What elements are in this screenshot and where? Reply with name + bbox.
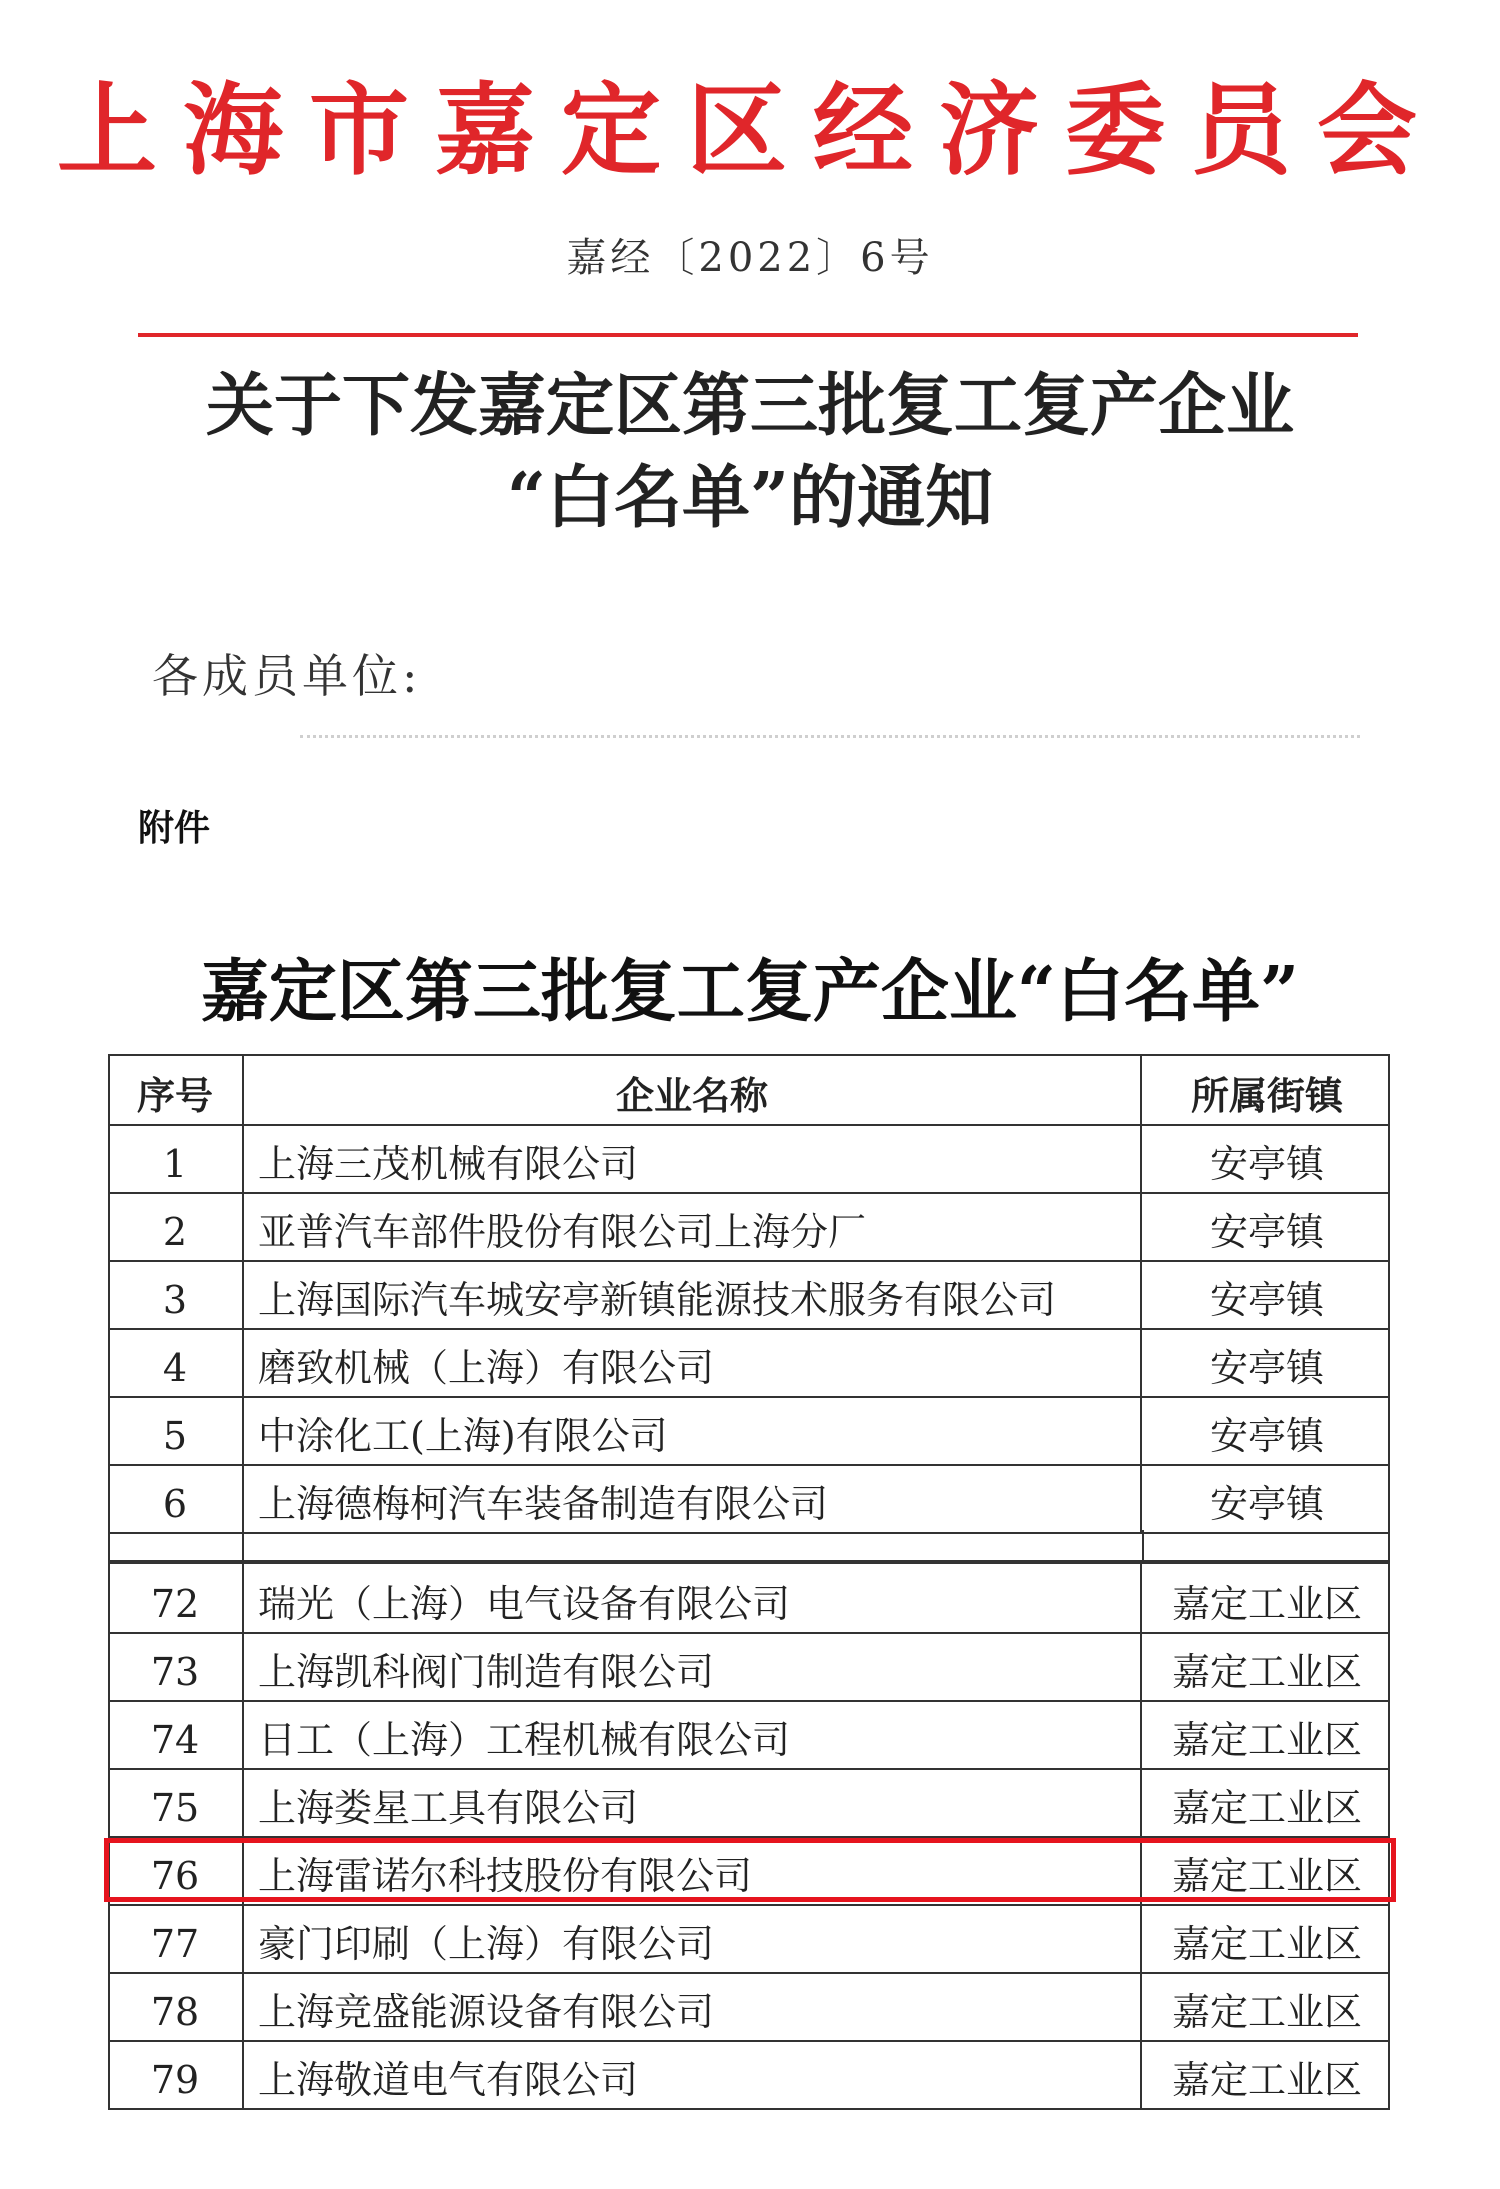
row-town: 嘉定工业区 — [1171, 1854, 1362, 1898]
highlight-box — [104, 1838, 1396, 1902]
cut-off-row — [108, 1530, 1390, 1562]
row-no: 78 — [108, 1972, 244, 2040]
row-company: 上海竞盛能源设备有限公司 — [244, 1972, 1142, 2040]
row-town: 安亭镇 — [1209, 1210, 1324, 1254]
row-no: 77 — [108, 1904, 244, 1972]
row-town: 安亭镇 — [1209, 1142, 1324, 1186]
row-town: 安亭镇 — [1209, 1414, 1324, 1458]
row-no: 74 — [108, 1700, 244, 1768]
table-row — [108, 1396, 1390, 1466]
row-no: 79 — [108, 2040, 244, 2108]
row-no: 4 — [108, 1328, 244, 1396]
table-row — [108, 1564, 1390, 1634]
row-town: 嘉定工业区 — [1171, 1990, 1362, 2034]
row-company: 上海敬道电气有限公司 — [244, 2040, 1142, 2108]
row-no: 72 — [108, 1564, 244, 1632]
row-town: 嘉定工业区 — [1171, 1718, 1362, 1762]
table-row — [108, 1972, 1390, 2042]
table-row — [108, 2040, 1390, 2110]
row-town: 安亭镇 — [1209, 1278, 1324, 1322]
red-divider-line — [138, 333, 1358, 337]
table-row — [108, 1328, 1390, 1398]
row-company: 亚普汽车部件股份有限公司上海分厂 — [244, 1192, 1142, 1260]
faded-text-line — [300, 735, 1360, 738]
row-no: 75 — [108, 1768, 244, 1836]
header-town: 所属街镇 — [1190, 1073, 1343, 1118]
whitelist-table — [108, 1054, 1390, 2110]
row-company: 磨致机械（上海）有限公司 — [244, 1328, 1142, 1396]
table-row — [108, 1632, 1390, 1702]
cut-divider — [1142, 1530, 1144, 1562]
row-town: 嘉定工业区 — [1171, 1582, 1362, 1626]
row-company: 上海娄星工具有限公司 — [244, 1768, 1142, 1836]
row-company: 日工（上海）工程机械有限公司 — [244, 1700, 1142, 1768]
row-company: 上海国际汽车城安亭新镇能源技术服务有限公司 — [244, 1260, 1142, 1328]
row-company: 上海德梅柯汽车装备制造有限公司 — [244, 1464, 1142, 1532]
document-number: 嘉经〔2022〕6号 — [566, 235, 934, 281]
table-row — [108, 1124, 1390, 1194]
table-left-border — [108, 1054, 110, 2110]
table-row — [108, 1192, 1390, 1262]
table-row — [108, 1768, 1390, 1838]
row-no: 73 — [108, 1632, 244, 1700]
row-town: 安亭镇 — [1209, 1482, 1324, 1526]
row-town: 嘉定工业区 — [1171, 1922, 1362, 1966]
recipients-salutation: 各成员单位: — [152, 649, 422, 703]
row-company: 上海凯科阀门制造有限公司 — [244, 1632, 1142, 1700]
table-right-border — [1388, 1054, 1390, 2110]
row-town: 安亭镇 — [1209, 1346, 1324, 1390]
row-no: 76 — [108, 1836, 244, 1904]
cut-divider — [242, 1530, 244, 1562]
attachment-label: 附件 — [138, 808, 211, 849]
row-no: 6 — [108, 1464, 244, 1532]
row-company: 上海三茂机械有限公司 — [244, 1124, 1142, 1192]
notice-title-line2: “白名单”的通知 — [506, 458, 994, 538]
header-no: 序号 — [108, 1056, 244, 1124]
table-row — [108, 1464, 1390, 1534]
row-town: 嘉定工业区 — [1171, 1786, 1362, 1830]
row-company: 中涂化工(上海)有限公司 — [244, 1396, 1142, 1464]
row-no: 3 — [108, 1260, 244, 1328]
issuing-organization: 上海市嘉定区经济委员会 — [57, 71, 1443, 189]
table-row — [108, 1700, 1390, 1770]
row-town: 嘉定工业区 — [1171, 2058, 1362, 2102]
whitelist-title: 嘉定区第三批复工复产企业“白名单” — [200, 952, 1300, 1032]
row-no: 1 — [108, 1124, 244, 1192]
table-row — [108, 1904, 1390, 1974]
row-company: 上海雷诺尔科技股份有限公司 — [244, 1836, 1142, 1904]
row-no: 2 — [108, 1192, 244, 1260]
row-no: 5 — [108, 1396, 244, 1464]
header-name: 企业名称 — [244, 1056, 1142, 1124]
table-header-row — [108, 1056, 1390, 1126]
row-town: 嘉定工业区 — [1171, 1650, 1362, 1694]
notice-title-line1: 关于下发嘉定区第三批复工复产企业 — [205, 366, 1294, 446]
notice-title — [0, 360, 1500, 544]
row-company: 瑞光（上海）电气设备有限公司 — [244, 1564, 1142, 1632]
table-row — [108, 1260, 1390, 1330]
row-company: 豪门印刷（上海）有限公司 — [244, 1904, 1142, 1972]
